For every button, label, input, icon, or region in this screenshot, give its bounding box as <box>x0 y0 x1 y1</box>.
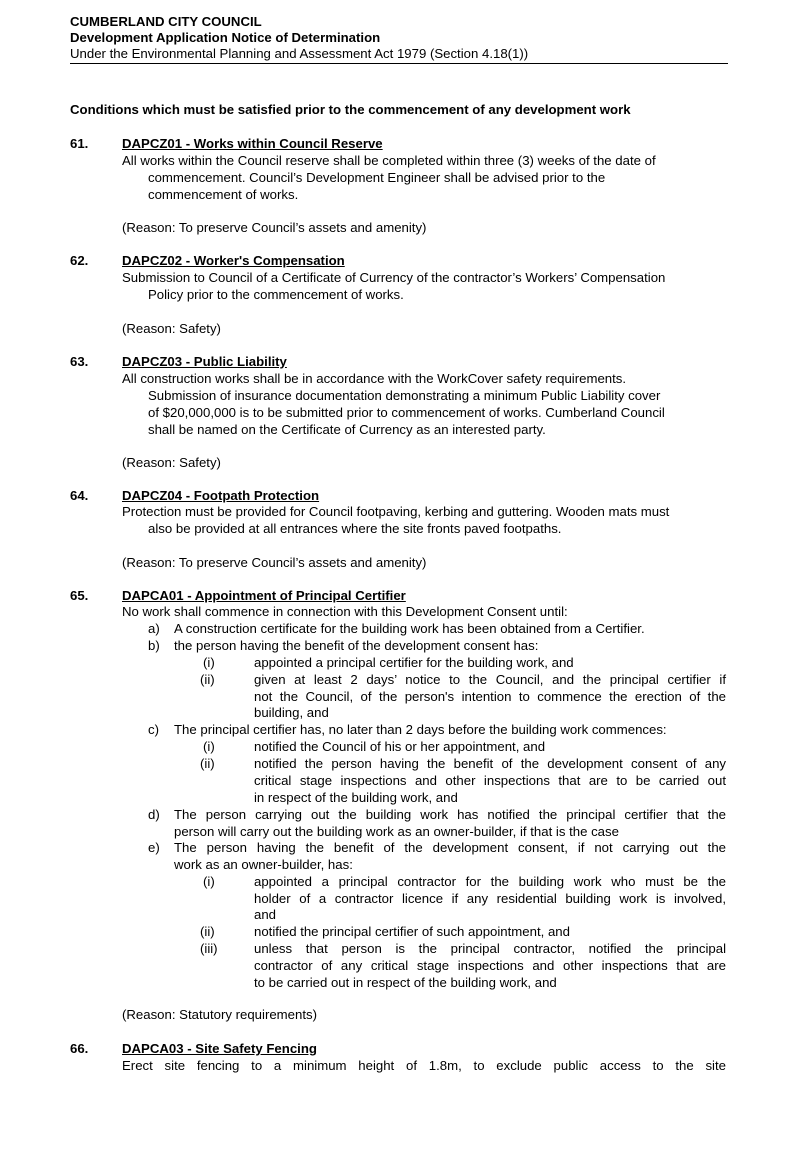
condition-text: of $20,000,000 is to be submitted prior to commencement of works. Cumberland Council <box>148 405 665 420</box>
condition-text: commencement. Council’s Development Engineer shall be advised prior to the <box>148 170 606 185</box>
list-label: a) <box>148 621 160 636</box>
list-label: c) <box>148 722 159 737</box>
condition-text: commencement of works. <box>148 187 299 202</box>
condition-text: shall be named on the Certificate of Currency as an interested party. <box>148 422 546 437</box>
condition-number: 66. <box>70 1041 89 1056</box>
condition-number: 64. <box>70 488 89 503</box>
condition-text: Policy prior to the commencement of works. <box>148 287 404 302</box>
condition-number: 65. <box>70 588 89 603</box>
sublist-item-text: building, and <box>254 705 329 720</box>
council-name: CUMBERLAND CITY COUNCIL <box>70 14 262 29</box>
condition-title: DAPCZ02 - Worker's Compensation <box>122 253 345 268</box>
sublist-item-text: critical stage inspections and other inspections that are to be carried out <box>254 773 726 788</box>
list-item-text: work as an owner-builder, has: <box>174 857 353 872</box>
sublist-label: (i) <box>203 874 215 889</box>
header-rule <box>70 63 728 64</box>
condition-text: also be provided at all entrances where the site fronts paved footpaths. <box>148 521 562 536</box>
list-label: e) <box>148 840 160 855</box>
condition-number: 63. <box>70 354 89 369</box>
condition-reason: (Reason: Safety) <box>122 455 221 470</box>
sublist-item-text: appointed a principal certifier for the building work, and <box>254 655 574 670</box>
sublist-label: (i) <box>203 655 215 670</box>
document-title: Development Application Notice of Determination <box>70 30 381 45</box>
condition-text: All construction works shall be in accordance with the WorkCover safety requirements. <box>122 371 627 386</box>
sublist-label: (ii) <box>200 924 215 939</box>
condition-number: 61. <box>70 136 89 151</box>
condition-reason: (Reason: Safety) <box>122 321 221 336</box>
sublist-label: (i) <box>203 739 215 754</box>
condition-text: All works within the Council reserve shall be completed within three (3) weeks of the date of <box>122 153 656 168</box>
condition-text: Protection must be provided for Council footpaving, kerbing and guttering. Wooden mats must <box>122 504 670 519</box>
condition-title: DAPCZ01 - Works within Council Reserve <box>122 136 383 151</box>
condition-reason: (Reason: To preserve Council’s assets and amenity) <box>122 555 427 570</box>
condition-reason: (Reason: To preserve Council’s assets and amenity) <box>122 220 427 235</box>
sublist-item-text: notified the Council of his or her appointment, and <box>254 739 546 754</box>
sublist-item-text: appointed a principal contractor for the building work who must be the <box>254 874 726 889</box>
sublist-label: (iii) <box>200 941 218 956</box>
list-item-text: the person having the benefit of the development consent has: <box>174 638 539 653</box>
section-heading: Conditions which must be satisfied prior to the commencement of any development work <box>70 102 631 117</box>
page-header <box>70 14 728 62</box>
sublist-label: (ii) <box>200 672 215 687</box>
sublist-item-text: notified the principal certifier of such appointment, and <box>254 924 570 939</box>
sublist-item-text: unless that person is the principal contractor, notified the principal <box>254 941 726 956</box>
condition-reason: (Reason: Statutory requirements) <box>122 1007 317 1022</box>
list-item-text: The principal certifier has, no later than 2 days before the building work commences: <box>174 722 667 737</box>
condition-title: DAPCZ04 - Footpath Protection <box>122 488 320 503</box>
sublist-item-text: to be carried out in respect of the building work, and <box>254 975 557 990</box>
condition-text: Erect site fencing to a minimum height of 1.8m, to exclude public access to the site <box>122 1058 726 1073</box>
sublist-item-text: given at least 2 days’ notice to the Council, and the principal certifier if <box>254 672 726 687</box>
condition-text: Submission to Council of a Certificate of Currency of the contractor’s Workers’ Compensation <box>122 270 666 285</box>
document-subtitle: Under the Environmental Planning and Assessment Act 1979 (Section 4.18(1)) <box>70 46 529 61</box>
condition-title: DAPCA01 - Appointment of Principal Certifier <box>122 588 406 603</box>
sublist-item-text: and <box>254 907 277 922</box>
sublist-item-text: not the Council, of the person's intention to commence the erection of the <box>254 689 726 704</box>
list-item-text: The person having the benefit of the development consent, if not carrying out the <box>174 840 726 855</box>
list-item-text: A construction certificate for the building work has been obtained from a Certifier. <box>174 621 645 636</box>
list-label: b) <box>148 638 160 653</box>
condition-title: DAPCZ03 - Public Liability <box>122 354 287 369</box>
sublist-item-text: in respect of the building work, and <box>254 790 458 805</box>
sublist-item-text: notified the person having the benefit of the development consent of any <box>254 756 726 771</box>
condition-text: Submission of insurance documentation demonstrating a minimum Public Liability cover <box>148 388 661 403</box>
list-item-text: person will carry out the building work as an owner-builder, if that is the case <box>174 824 619 839</box>
sublist-item-text: holder of a contractor licence if any residential building work is involved, <box>254 891 726 906</box>
condition-number: 62. <box>70 253 89 268</box>
sublist-label: (ii) <box>200 756 215 771</box>
condition-title: DAPCA03 - Site Safety Fencing <box>122 1041 317 1056</box>
condition-text: No work shall commence in connection with this Development Consent until: <box>122 604 568 619</box>
list-item-text: The person carrying out the building work has notified the principal certifier that the <box>174 807 726 822</box>
sublist-item-text: contractor of any critical stage inspections and other inspections that are <box>254 958 726 973</box>
list-label: d) <box>148 807 160 822</box>
